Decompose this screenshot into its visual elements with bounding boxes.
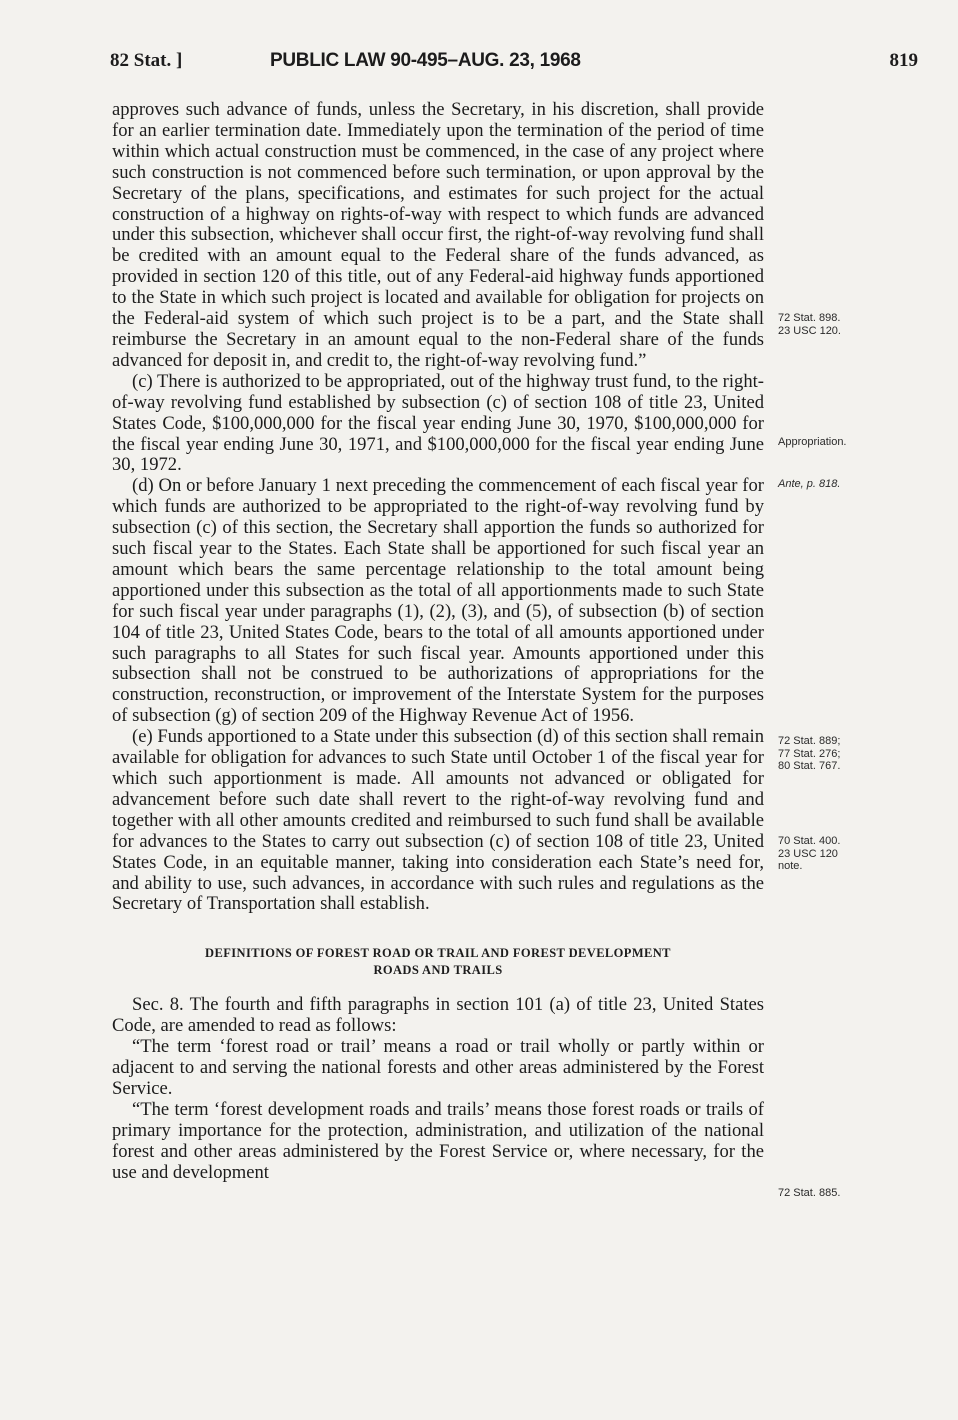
margin-note: 72 Stat. 885. [778,1187,841,1199]
paragraph-forest-development-definition: “The term ‘forest development roads and trails’ means those forest roads or trails of primary importance for the protection, administration, and utilization of the national forest and other areas administered by the Forest Service or, where necessary, for the use and development [112,1098,764,1183]
body-text [112,100,764,1184]
paragraph-continuation: approves such advance of funds, unless the Secretary, in his discretion, shall provide for an earlier termination date. Immediately upon the termination of the period of time within which actual construction must be commenced, in the case of any project where such construction is not commenced before such termination, or upon approval by the Secretary of the plans, specifications, and estimates for such project for the actual construction of a highway on rights-of-way with respect to which funds are advanced under this subsection, whichever shall occur first, the right-of-way revolving fund shall be credited with an amount equal to the Federal share of the funds advanced, as provided in section 120 of this title, out of any Federal-aid highway funds apportioned to the State in which such project is located and available for obligation for projects on the Federal-aid system of which such project is to be a part, and the State shall reimburse the Secretary in an amount equal to the non-Federal share of the funds advanced for deposit in, and credit to, the right-of-way revolving fund.” [112,99,764,371]
page-header [110,50,918,82]
running-title: PUBLIC LAW 90-495–AUG. 23, 1968 [270,50,581,71]
margin-note: Appropriation. [778,436,847,448]
margin-note: 72 Stat. 889; 77 Stat. 276; 80 Stat. 767. [778,735,841,772]
margin-note: 72 Stat. 898. 23 USC 120. [778,312,841,337]
section-heading [112,945,764,979]
paragraph-subsection-e: (e) Funds apportioned to a State under this subsection (d) of this section shall remain available for obligation for advances to such State until October 1 of the fiscal year for which such apportionment is made. All amounts not advanced or obligated for advancement before such date shall revert to the right-of-way revolving fund and together with all other amounts credited and reimbursed to such fund shall be available for advances to the States to carry out subsection (c) of section 108 of title 23, United States Code, in an equitable manner, taking into consideration each State’s need for, and ability to use, such advances, in accordance with such rules and regulations as the Secretary of Transportation shall establish. [112,726,764,915]
paragraph-subsection-d: (d) On or before January 1 next preceding the commencement of each fiscal year for which funds are authorized to be appropriated to the right-of-way revolving fund by subsection (c) of this section, the Secretary shall apportion the funds so authorized for such fiscal year to the States. Each State shall be apportioned for such fiscal year an amount which bears the same percentage relationship to the total amount being apportioned under this subsection as the total of all apportionments made to such State for such fiscal year under paragraphs (1), (2), (3), and (5), of subsection (b) of section 104 of title 23, United States Code, bears to the total of all amounts apportioned under such paragraphs to all States for such fiscal year. Amounts apportioned under this subsection shall not be construed to be authorizations of appropriations for the construction, reconstruction, or improvement of the Interstate System for the purposes of subsection (g) of section 209 of the Highway Revenue Act of 1956. [112,475,764,727]
margin-note: Ante, p. 818. [778,478,841,490]
page-number: 819 [889,50,918,71]
section-heading-line-1: DEFINITIONS OF FOREST ROAD OR TRAIL AND FOREST DEVELOPMENT [205,946,671,961]
margin-note: 70 Stat. 400. 23 USC 120 note. [778,835,841,872]
paragraph-forest-road-definition: “The term ‘forest road or trail’ means a road or trail wholly or partly within or adjacent to and serving the national forests and other areas administered by the Forest Service. [112,1036,764,1099]
statute-volume: 82 Stat. ] [110,50,183,71]
section-heading-line-2: ROADS AND TRAILS [373,963,503,978]
paragraph-sec-8: Sec. 8. The fourth and fifth paragraphs in section 101 (a) of title 23, United States Code, are amended to read as follows: [112,994,764,1037]
paragraph-subsection-c: (c) There is authorized to be appropriated, out of the highway trust fund, to the right-of-way revolving fund established by subsection (c) of section 108 of title 23, United States Code, $100,000,000 for the fiscal year ending June 30, 1970, $100,000,000 for the fiscal year ending June 30, 1971, and $100,000,000 for the fiscal year ending June 30, 1972. [112,370,764,476]
